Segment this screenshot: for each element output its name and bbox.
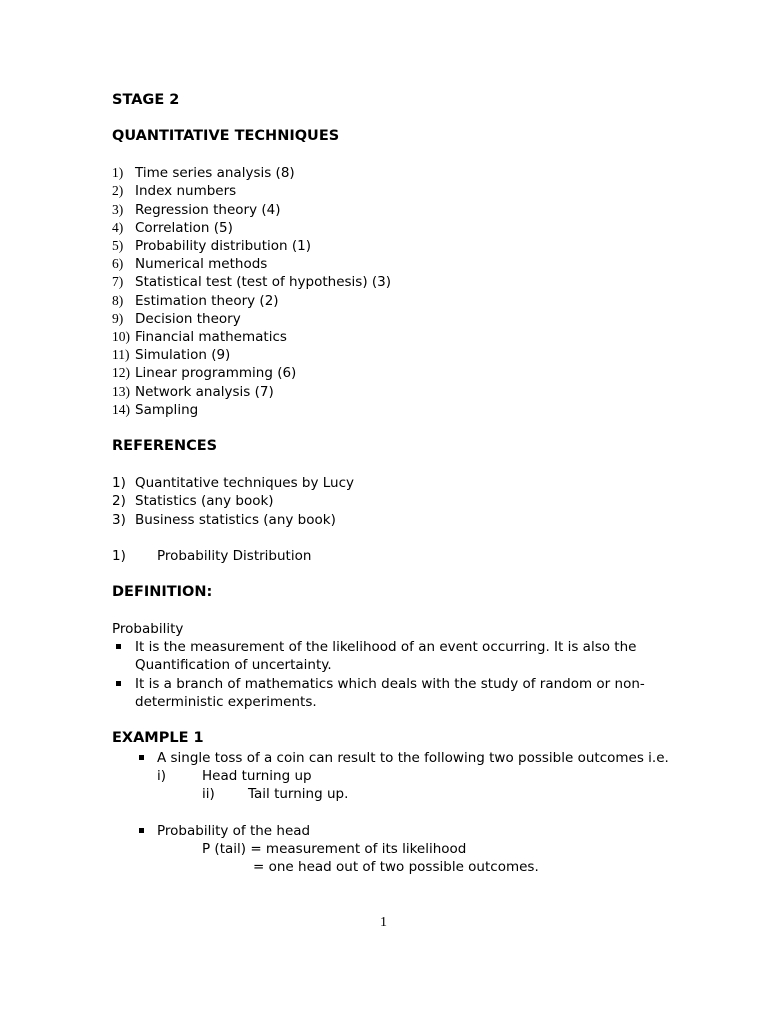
list-item-text: Financial mathematics	[135, 329, 287, 345]
definition-line: It is a branch of mathematics which deals with the study of random or non-	[135, 676, 645, 692]
bullet-icon	[116, 644, 121, 649]
list-item: 2)	[112, 183, 124, 198]
list-item: 7)	[112, 274, 124, 289]
list-item: 8)	[112, 293, 124, 308]
list-item-text: Quantitative techniques by Lucy	[135, 475, 354, 491]
list-item: 1)	[112, 475, 126, 491]
list-item: 5)	[112, 238, 124, 253]
list-item: 14)	[112, 402, 130, 417]
definition-line: Quantification of uncertainty.	[135, 657, 332, 673]
outcome-text: Tail turning up.	[248, 786, 349, 802]
outcome-number: ii)	[202, 786, 215, 802]
list-item-text: Correlation (5)	[135, 220, 233, 236]
outcome-text: Head turning up	[202, 768, 312, 784]
list-item-text: Business statistics (any book)	[135, 512, 336, 528]
example-text: Probability of the head	[157, 823, 311, 839]
list-item: 12)	[112, 365, 130, 380]
list-item-text: Network analysis (7)	[135, 384, 274, 400]
list-item: 3)	[112, 512, 126, 528]
list-item: 4)	[112, 220, 124, 235]
list-item: 11)	[112, 347, 130, 362]
list-item-text: Probability distribution (1)	[135, 238, 312, 254]
example-heading: EXAMPLE 1	[112, 730, 204, 746]
bullet-icon	[139, 828, 144, 833]
list-item: 13)	[112, 384, 130, 399]
definition-line: deterministic experiments.	[135, 694, 317, 710]
document-title: QUANTITATIVE TECHNIQUES	[112, 128, 340, 144]
section-title: Probability Distribution	[157, 548, 312, 564]
list-item: 3)	[112, 202, 124, 217]
list-item-text: Statistical test (test of hypothesis) (3)	[135, 274, 392, 290]
formula-line: P (tail) = measurement of its likelihood	[202, 841, 467, 857]
list-item-text: Statistics (any book)	[135, 493, 274, 509]
list-item: 9)	[112, 311, 124, 326]
section-number: 1)	[112, 548, 126, 564]
list-item-text: Sampling	[135, 402, 199, 418]
bullet-icon	[139, 755, 144, 760]
list-item: 6)	[112, 256, 124, 271]
example-text: A single toss of a coin can result to the following two possible outcomes i.e.	[157, 750, 669, 766]
references-heading: REFERENCES	[112, 438, 218, 454]
stage-heading: STAGE 2	[112, 92, 180, 108]
list-item: 2)	[112, 493, 126, 509]
definition-heading: DEFINITION:	[112, 584, 213, 600]
list-item-text: Decision theory	[135, 311, 241, 327]
list-item-text: Regression theory (4)	[135, 202, 281, 218]
list-item-text: Time series analysis (8)	[135, 165, 295, 181]
page-number: 1	[380, 915, 387, 930]
list-item-text: Numerical methods	[135, 256, 268, 272]
list-item: 10)	[112, 329, 130, 344]
definition-term: Probability	[112, 621, 184, 637]
list-item-text: Index numbers	[135, 183, 237, 199]
bullet-icon	[116, 681, 121, 686]
list-item: 1)	[112, 165, 124, 180]
formula-line: = one head out of two possible outcomes.	[253, 859, 539, 875]
list-item-text: Simulation (9)	[135, 347, 231, 363]
list-item-text: Estimation theory (2)	[135, 293, 279, 309]
list-item-text: Linear programming (6)	[135, 365, 297, 381]
outcome-number: i)	[157, 768, 167, 784]
definition-line: It is the measurement of the likelihood of an event occurring. It is also the	[135, 639, 637, 655]
